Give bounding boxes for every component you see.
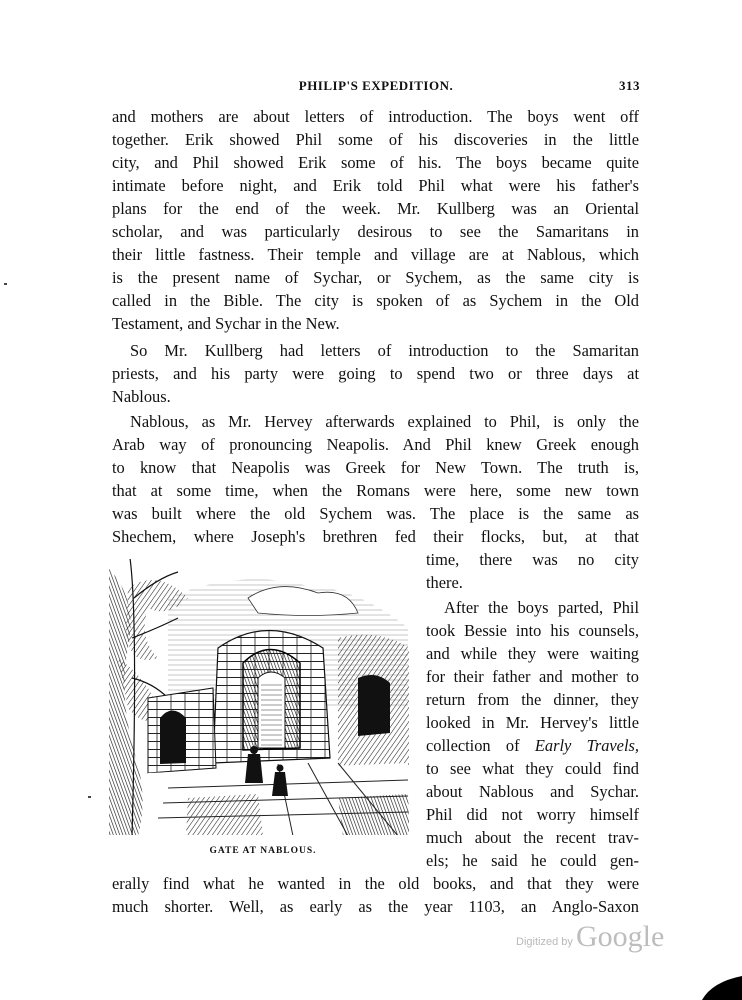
text-line: looked in Mr. Hervey's little (426, 713, 639, 732)
text-line: erally find what he wanted in the old books, and that they were (112, 874, 639, 893)
text-line: Phil did not worry himself (426, 805, 639, 824)
digitized-prefix: Digitized by (516, 936, 573, 948)
text-line: Nablous, as Mr. Hervey afterwards explained to Phil, is only the (130, 412, 639, 431)
text-line: city, and Phil showed Erik some of his. The boys became quite (112, 153, 639, 172)
text-line: together. Erik showed Phil some of his discoveries in the little (112, 130, 639, 149)
text-line: els; he said he could gen- (426, 851, 639, 870)
text-line: scholar, and was particularly desirous to see the Samaritans in (112, 222, 639, 241)
text-line-with-title (426, 734, 639, 757)
text-line: Shechem, where Joseph's brethren fed their flocks, but, at that (112, 527, 639, 546)
text-line: is the present name of Sychar, or Sychem, as the same city is (112, 268, 639, 287)
text-line: intimate before night, and Erik told Phil what were his father's (112, 176, 639, 195)
speck (88, 796, 91, 798)
text-line: return from the dinner, they (426, 690, 639, 709)
text-line: to see what they could find (426, 759, 639, 778)
running-title: PHILIP'S EXPEDITION. (298, 78, 454, 93)
text-line: about Nablous and Sychar. (426, 782, 639, 801)
text-line: After the boys parted, Phil (444, 598, 639, 617)
text-line: to know that Neapolis was Greek for New Town. The truth is, (112, 458, 639, 477)
text-line: and while they were waiting (426, 644, 639, 663)
text-line: much shorter. Well, as early as the year 1103, an Anglo-Saxon (112, 897, 639, 916)
text-line: Nablous. (112, 387, 171, 406)
google-logo: Google (576, 920, 665, 953)
speck (4, 283, 7, 285)
text-line: So Mr. Kullberg had letters of introduction to the Samaritan (130, 341, 639, 360)
digitized-watermark (516, 920, 666, 958)
text-line: plans for the end of the week. Mr. Kullberg was an Oriental (112, 199, 639, 218)
text-line: their little fastness. Their temple and village are at Nablous, which (112, 245, 639, 264)
text-line: Arab way of pronouncing Neapolis. And Phil knew Greek enough (112, 435, 639, 454)
text-line: much about the recent trav- (426, 828, 639, 847)
page-number: 313 (619, 78, 640, 93)
book-title: Early Travels, (534, 736, 639, 755)
text-line: was built where the old Sychem was. The place is the same as (112, 504, 639, 523)
running-head (112, 78, 640, 98)
figure-caption: GATE AT NABLOUS. (209, 846, 317, 856)
text-line: and mothers are about letters of introduction. The boys went off (112, 107, 639, 126)
text-line: time, there was no city (426, 550, 639, 569)
text-line: that at some time, when the Romans were here, some new town (112, 481, 639, 500)
text-line: for their father and mother to (426, 667, 639, 686)
text-line: there. (426, 573, 463, 592)
text-line: Testament, and Sychar in the New. (112, 314, 340, 333)
corner-smudge-icon (682, 960, 742, 1000)
text-span: collection of (426, 736, 520, 755)
text-line: took Bessie into his counsels, (426, 621, 639, 640)
text-line: priests, and his party were going to spend two or three days at (112, 364, 639, 383)
gate-engraving (108, 558, 410, 836)
text-line: called in the Bible. The city is spoken of as Sychem in the Old (112, 291, 639, 310)
